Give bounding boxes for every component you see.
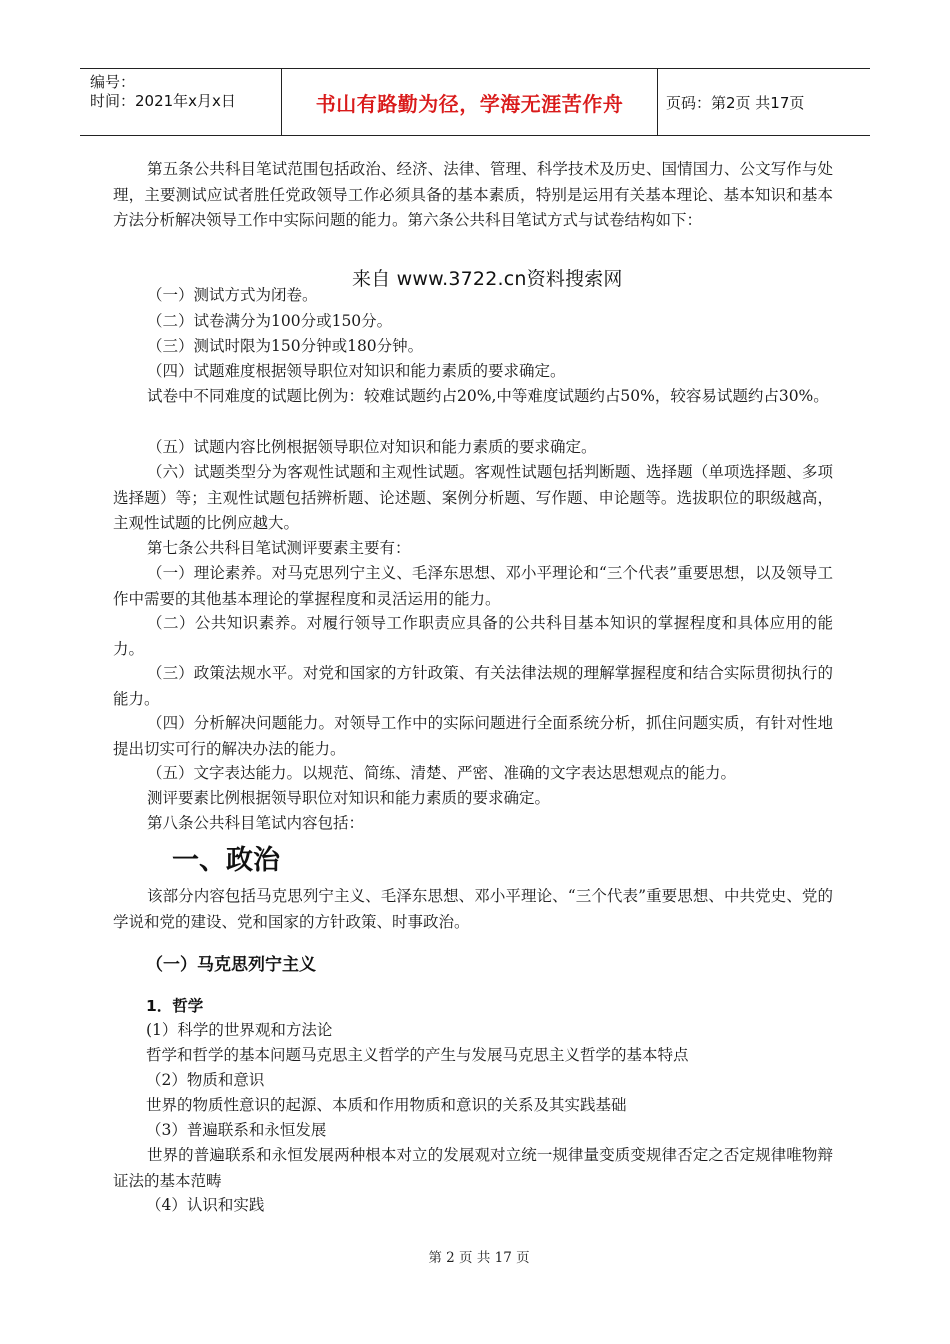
- list-item-4: （四）试题难度根据领导职位对知识和能力素质的要求确定。: [147, 362, 566, 380]
- paragraph-difficulty-ratio: 试卷中不同难度的试题比例为：较难试题约占20%,中等难度试题约占50%，较容易试题约占30%。: [147, 387, 829, 405]
- paragraph-article-5: 第五条公共科目笔试范围包括政治、经济、法律、管理、科学技术及历史、国情国力、公文写作与处理，主要测试应试者胜任党政领导工作必须具备的基本素质，特别是运用有关基本理论、基本知识和基本方法分析解决领导工作中实际问题的能力。第六条公共科目笔试方式与试卷结构如下：: [113, 160, 833, 229]
- motto-text: 书山有路勤为径，学海无涯苦作舟: [315, 91, 624, 116]
- list-item-1: （一）测试方式为闭卷。: [147, 286, 318, 304]
- page-info-cell: [658, 69, 870, 135]
- page-info-text: 页码：第2页 共17页: [666, 93, 805, 112]
- paragraph-element-ratio: 测评要素比例根据领导职位对知识和能力素质的要求确定。: [147, 789, 551, 807]
- watermark-text: 来自 www.3722.cn资料搜索网: [352, 268, 623, 290]
- header-left-cell: [80, 69, 282, 135]
- element-item-5: （五）文字表达能力。以规范、简练、清楚、严密、准确的文字表达思想观点的能力。: [147, 764, 737, 782]
- sub-item-3-text: 世界的普遍联系和永恒发展两种根本对立的发展观对立统一规律量变质变规律否定之否定规律唯物辩证法的基本范畴: [113, 1146, 833, 1190]
- number-label: 编号：: [90, 73, 136, 91]
- header-table: [80, 68, 870, 136]
- motto-cell: [282, 69, 658, 135]
- list-item-3: （三）测试时限为150分钟或180分钟。: [147, 337, 424, 355]
- element-item-1: （一）理论素养。对马克思列宁主义、毛泽东思想、邓小平理论和“三个代表”重要思想，以及领导工作中需要的其他基本理论的掌握程度和灵活运用的能力。: [113, 564, 833, 608]
- date-label: 时间：2021年x月x日: [90, 92, 236, 110]
- list-item-6: （六）试题类型分为客观性试题和主观性试题。客观性试题包括判断题、选择题（单项选择题、多项选择题）等；主观性试题包括辨析题、论述题、案例分析题、写作题、申论题等。选拔职位的职级越高，主观性试题的比例应越大。: [113, 463, 833, 532]
- sub-item-1-text: 哲学和哲学的基本问题马克思主义哲学的产生与发展马克思主义哲学的基本特点: [146, 1046, 689, 1064]
- element-item-4: （四）分析解决问题能力。对领导工作中的实际问题进行全面系统分析，抓住问题实质，有针对性地提出切实可行的解决办法的能力。: [113, 714, 833, 758]
- section-heading-politics: 一、政治: [172, 845, 280, 876]
- paragraph-politics-intro: 该部分内容包括马克思列宁主义、毛泽东思想、邓小平理论、“三个代表”重要思想、中共党史、党的学说和党的建设、党和国家的方针政策、时事政治。: [113, 887, 833, 931]
- paragraph-article-7: 第七条公共科目笔试测评要素主要有：: [147, 539, 411, 557]
- element-item-2: （二）公共知识素养。对履行领导工作职责应具备的公共科目基本知识的掌握程度和具体应用的能力。: [113, 614, 833, 658]
- sub-item-2-text: 世界的物质性意识的起源、本质和作用物质和意识的关系及其实践基础: [146, 1096, 627, 1114]
- page-footer: 第 2 页 共 17 页: [428, 1250, 530, 1266]
- element-item-3: （三）政策法规水平。对党和国家的方针政策、有关法律法规的理解掌握程度和结合实际贯彻执行的能力。: [113, 664, 833, 708]
- sub-item-2: （2）物质和意识: [146, 1071, 265, 1089]
- list-item-5: （五）试题内容比例根据领导职位对知识和能力素质的要求确定。: [147, 438, 597, 456]
- subsection-heading-marxism: （一）马克思列宁主义: [146, 955, 316, 975]
- topic-heading-philosophy: 1．哲学: [146, 997, 204, 1015]
- list-item-2: （二）试卷满分为100分或150分。: [147, 312, 393, 330]
- sub-item-1: (1）科学的世界观和方法论: [146, 1021, 333, 1039]
- sub-item-3: （3）普遍联系和永恒发展: [146, 1121, 327, 1139]
- paragraph-article-8: 第八条公共科目笔试内容包括：: [147, 814, 365, 832]
- sub-item-4: （4）认识和实践: [146, 1196, 265, 1214]
